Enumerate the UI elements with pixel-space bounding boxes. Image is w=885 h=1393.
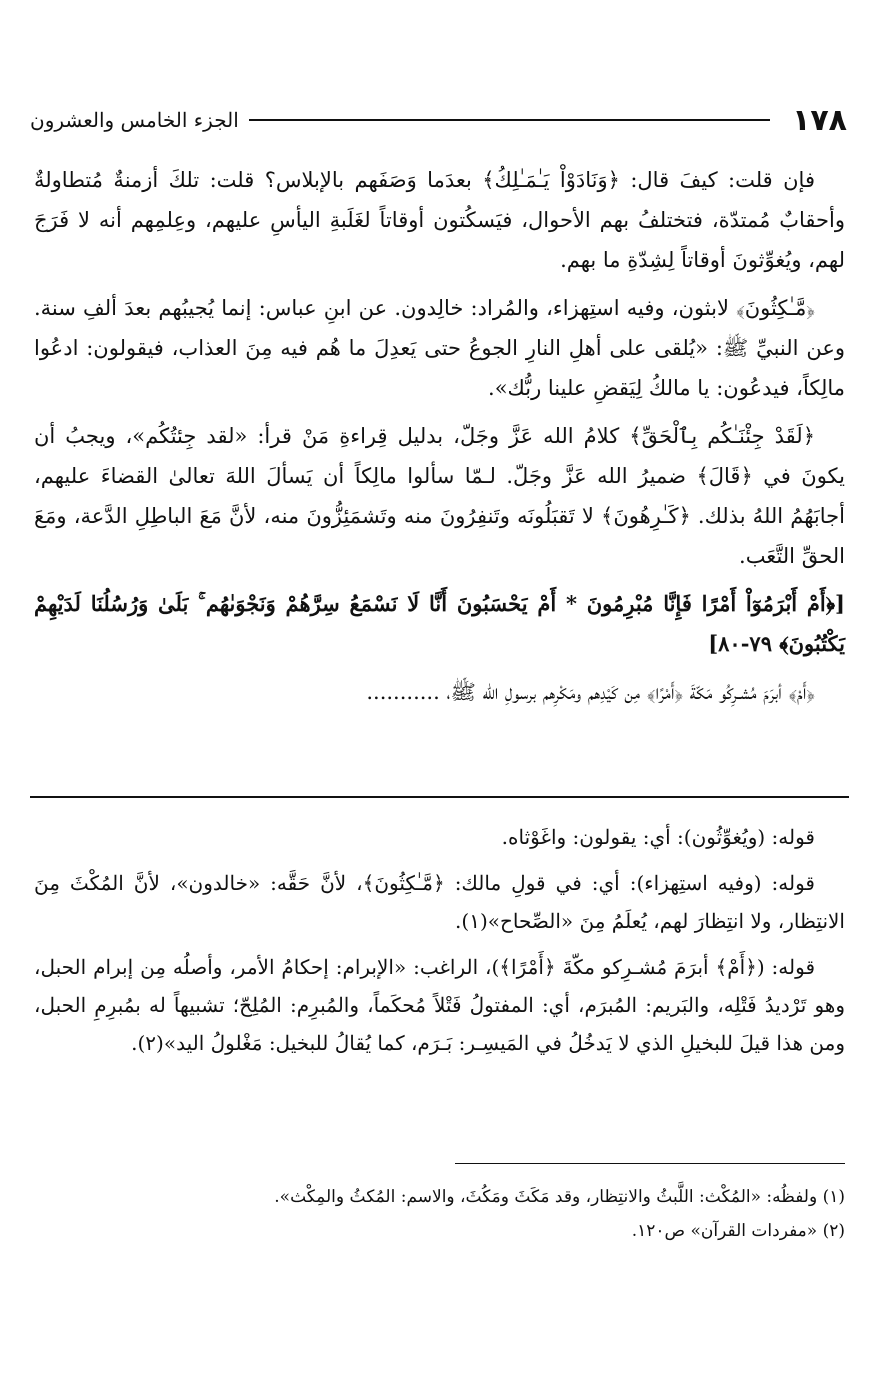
section-divider <box>30 796 849 798</box>
paragraph: ﴿مَّـٰكِثُونَ﴾ لابثون، وفيه استِهزاء، والمُراد: خالِدون. عن ابنِ عباس: إنما يُجيبُهم بعدَ ألفِ سنة. وعن النبيِّ ﷺ: «يُلقى على أهلِ النارِ الجوعُ حتى يَعدِلَ ما هُم فيه مِنَ العذاب، فيقولون: ادعُوا مالِكاً، فيدعُون: يا مالكُ لِيَقضِ علينا ربُّك». <box>34 296 845 400</box>
paragraph: ﴿أَمْ﴾ أبرَمَ مُشـرِكُو مَكّةَ ﴿أَمْرًا﴾ مِن كَيْدِهم ومَكْرِهم برسولِ الله ﷺ، ........... <box>366 680 815 704</box>
footnotes <box>34 1180 845 1248</box>
commentary-text <box>34 818 845 1070</box>
commentary-paragraph: قوله: (وفيه استِهزاء): أي: في قولِ مالك: ﴿مَّـٰكِثُونَ﴾، لأنَّ حَقَّه: «خالدون»، لأنَّ المُكْثَ مِنَ الانتِظار، ولا انتِظارَ لهم، يُعلَمُ مِنَ «الصِّحاح»(١). <box>34 871 845 933</box>
commentary-paragraph: قوله: (ويُغوِّثُون): أي: يقولون: واغَوْثاه. <box>501 825 815 849</box>
quran-verse-block: [﴿أَمْ أَبْرَمُوٓاْ أَمْرًا فَإِنَّا مُبْرِمُونَ * أَمْ يَحْسَبُونَ أَنَّا لَا نَسْمَعُ سِرَّهُمْ وَنَجْوَىٰهُم ۚ بَلَىٰ وَرُسُلُنَا لَدَيْهِمْ يَكْتُبُونَ﴾ ٧٩-٨٠] <box>34 591 845 656</box>
running-title: الجزء الخامس والعشرون <box>30 108 239 132</box>
paragraph: فإن قلت: كيفَ قال: ﴿وَنَادَوْاْ يَـٰمَـٰلِكُ﴾ بعدَما وَصَفَهم بالإبلاس؟ قلت: تلكَ أزمنةٌ مُتطاولةٌ وأحقابٌ مُمتدّة، فتختلفُ بهم الأحوال، فيَسكُتون أوقاتاً لغَلَبةِ اليأسِ عليهم، وعِلمِهم أنه لا فَرَجَ لهم، ويُغوِّثونَ أوقاتاً لِشِدّةِ ما بهم. <box>34 168 845 272</box>
page-number: ١٧٨ <box>792 102 847 138</box>
footnote-rule <box>455 1163 845 1164</box>
main-text <box>34 160 845 720</box>
page-header <box>30 100 847 140</box>
paragraph: ﴿لَقَدْ جِئْنَـٰكُم بِٱلْحَقِّ﴾ كلامُ الله عَزَّ وجَلّ، بدليل قِراءةِ مَنْ قرأ: «لقد جِئتُكُم»، ويجبُ أن يكونَ في ﴿قَالَ﴾ ضميرُ الله عَزَّ وجَلّ. لـمّا سألوا مالِكاً أن يَسألَ اللهَ تعالىٰ القضاءَ عليهم، أجابَهُمُ اللهُ بذلك. ﴿كَـٰرِهُونَ﴾ لا تَقبَلُونَه وتَنفِرُونَ منه وتَشمَئِزُّونَ منه، لأنَّ مَعَ الباطِلِ الدَّعة، ومَعَ الحقِّ التَّعَب. <box>34 424 845 568</box>
footnote: (٢) «مفردات القرآن» ص١٢٠. <box>631 1221 845 1241</box>
commentary-paragraph: قوله: (﴿أَمْ﴾ أبرَمَ مُشـرِكو مكّةَ ﴿أَمْرًا﴾)، الراغب: «الإبرام: إحكامُ الأمر، وأصلُه مِن إبرام الحبل، وهو تَرْديدُ فَتْلِه، والبَريم: المُبرَم، أي: المفتولُ فَتْلاً مُحكَماً، والمُبرِم: المُلِحّ؛ تشبيهاً له بمُبرِمِ الحبل، ومن هذا قيلَ للبخيلِ الذي لا يَدخُلُ في المَيسِـر: بَـرَم، كما يُقالُ للبخيل: مَغْلولُ اليد»(٢). <box>34 955 845 1055</box>
header-rule <box>249 119 770 121</box>
footnote: (١) ولفظُه: «المُكْث: اللَّبثُ والانتِظار، وقد مَكَثَ ومَكُثَ، والاسم: المُكثُ والمِكْث». <box>274 1187 845 1207</box>
